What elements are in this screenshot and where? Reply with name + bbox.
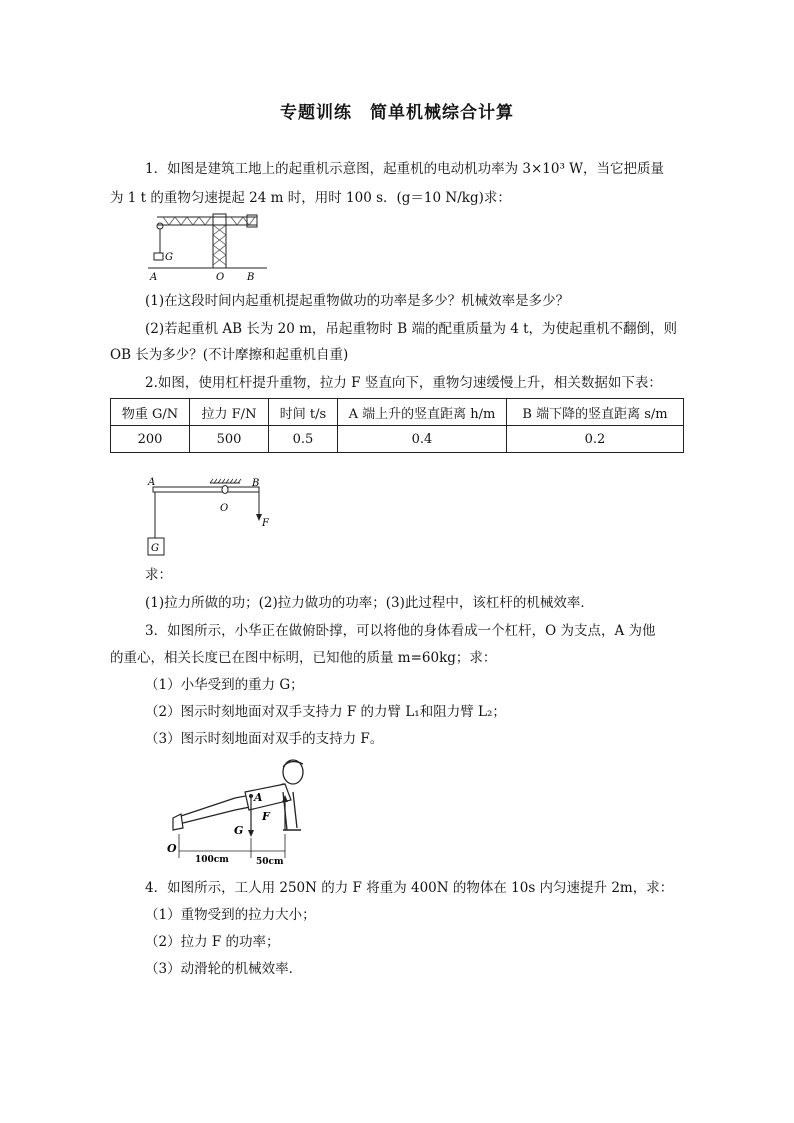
table-header-cell: 时间 t/s: [269, 399, 338, 426]
pushup-diagram: [165, 758, 315, 866]
table-header-cell: 物重 G/N: [111, 399, 190, 426]
lever-label-g: G: [151, 543, 159, 554]
crane-label-a: A: [150, 272, 158, 283]
table-header-cell: A 端上升的竖直距离 h/m: [338, 399, 507, 426]
lever-label-o: O: [220, 503, 229, 514]
table-cell: 0.2: [507, 426, 684, 453]
center-of-gravity-icon: [249, 794, 253, 798]
lever-bar: [153, 487, 259, 492]
table-header-row: [111, 399, 684, 426]
table-cell: 0.5: [269, 426, 338, 453]
page-title: 专题训练 简单机械综合计算: [280, 103, 514, 123]
table-header-cell: 拉力 F/N: [190, 399, 269, 426]
q4-line1: 4．如图所示，工人用 250N 的力 F 将重为 400N 的物体在 10s 内匀速提升 2m，求：: [145, 880, 674, 896]
table-row: [111, 426, 684, 453]
q2-parts: (1)拉力所做的功；(2)拉力做功的功率；(3)此过程中，该杠杆的机械效率．: [145, 595, 594, 611]
lever-label-b: B: [252, 478, 260, 489]
q2-intro: 2.如图，使用杠杆提升重物，拉力 F 竖直向下，重物匀速缓慢上升，相关数据如下表：: [145, 375, 662, 391]
pushup-label-a: A: [254, 791, 263, 804]
q3-part2: （2）图示时刻地面对双手支持力 F 的力臂 L₁和阻力臂 L₂；: [145, 704, 506, 720]
gravity-arrow-icon: [248, 830, 254, 837]
q3-line1: 3．如图所示，小华正在做俯卧撑，可以将他的身体看成一个杠杆，O 为支点，A 为他: [145, 623, 656, 639]
feet-icon: [173, 814, 183, 830]
q2-data-table: [110, 398, 684, 453]
load-block: [154, 253, 163, 260]
q4-part1: （1）重物受到的拉力大小；: [145, 907, 316, 923]
q3-part1: （1）小华受到的重力 G；: [145, 677, 304, 693]
q4-part2: （2）拉力 F 的功率；: [145, 934, 280, 950]
lever-diagram: [140, 474, 290, 564]
pushup-label-f: F: [262, 810, 270, 823]
q1-line1: 1．如图是建筑工地上的起重机示意图，起重机的电动机功率为 3×10³ W，当它把质量: [145, 161, 665, 177]
q1-part2-line1: (2)若起重机 AB 长为 20 m，吊起重物时 B 端的配重质量为 4 t，为使起重机不翻倒，则: [145, 321, 678, 337]
q3-part3: （3）图示时刻地面对双手的支持力 F。: [145, 731, 384, 747]
table-cell: 500: [190, 426, 269, 453]
pushup-label-g: G: [234, 824, 244, 837]
q3-line2: 的重心，相关长度已在图中标明，已知他的质量 m=60kg；求：: [110, 650, 497, 666]
pivot-icon: [222, 486, 228, 494]
q1-line2: 为 1 t 的重物匀速提起 24 m 时，用时 100 s．(g＝10 N/kg)求：: [110, 190, 511, 206]
q2-ask: 求：: [145, 567, 172, 583]
pushup-label-o: O: [167, 842, 177, 855]
lever-label-a: A: [148, 477, 156, 488]
lever-label-f: F: [262, 518, 269, 529]
table-cell: 200: [111, 426, 190, 453]
crane-label-o: O: [216, 272, 225, 283]
dimension-100cm: 100cm: [195, 855, 229, 865]
crane-label-g: G: [165, 252, 173, 263]
crane-label-b: B: [247, 272, 255, 283]
table-header-cell: B 端下降的竖直距离 s/m: [507, 399, 684, 426]
q4-part3: （3）动滑轮的机械效率．: [145, 961, 303, 977]
crane-diagram: [145, 208, 285, 286]
table-cell: 0.4: [338, 426, 507, 453]
dimension-50cm: 50cm: [256, 857, 284, 867]
pulley-icon: [157, 223, 163, 229]
q1-part2-line2: OB 长为多少？(不计摩擦和起重机自重): [110, 347, 349, 363]
q1-part1: (1)在这段时间内起重机提起重物做功的功率是多少？机械效率是多少？: [145, 293, 570, 309]
